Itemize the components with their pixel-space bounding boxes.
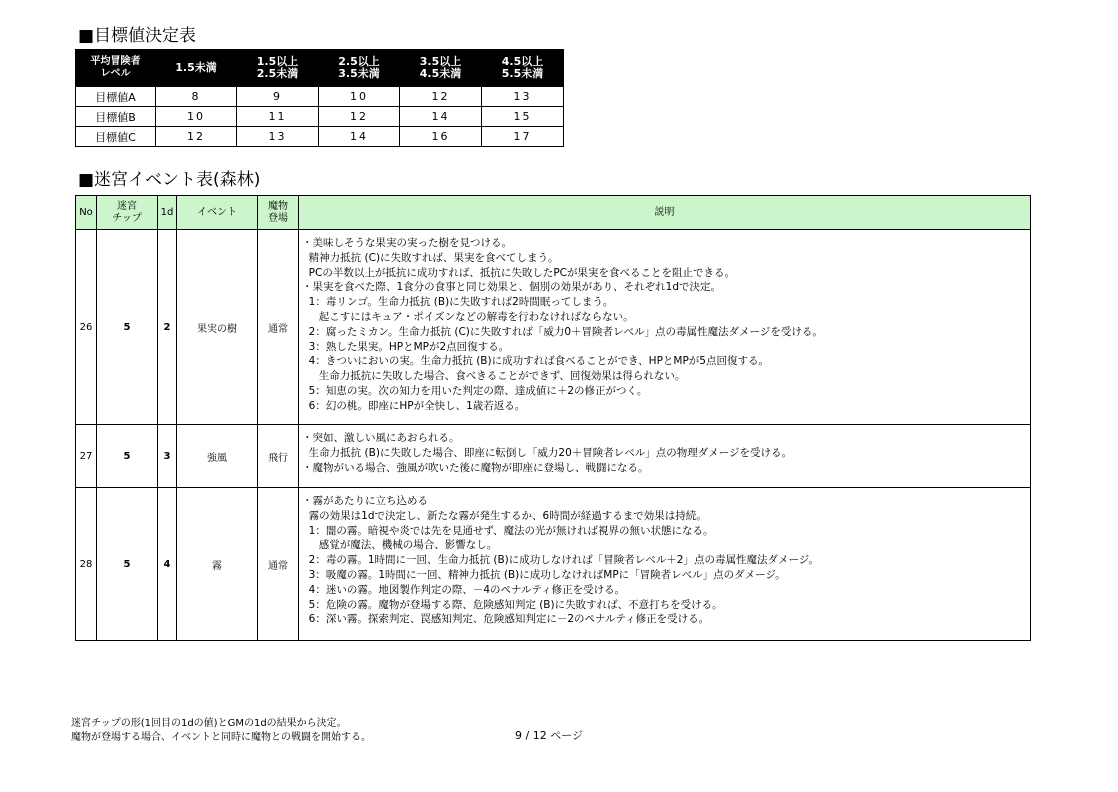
row-monster: 通常 (258, 488, 299, 641)
table-cell: 16 (400, 127, 482, 147)
event-table-title: ■迷宮イベント表(森林) (78, 170, 261, 190)
description-line: 生命力抵抗に失敗した場合、食べきることができず、回復効果は得られない。 (302, 370, 686, 383)
row-chip: 5 (97, 488, 158, 641)
table-cell: 12 (319, 107, 400, 127)
description-line: 精神力抵抗 (C)に失敗すれば、果実を食べてしまう。 (302, 251, 559, 264)
row-description (299, 425, 1031, 488)
description-line: 5：危険の霧。魔物が登場する際、危険感知判定 (B)に失敗すれば、不意打ちを受ける。 (302, 598, 723, 611)
table-cell: 13 (237, 127, 319, 147)
description-line: 3：熟した果実。HPとMPが2点回復する。 (302, 340, 510, 353)
row-event: 強風 (177, 425, 258, 488)
header-line: レベル (100, 68, 131, 79)
row-event: 果実の樹 (177, 230, 258, 425)
table-cell: 17 (482, 127, 564, 147)
table-cell: 15 (482, 107, 564, 127)
table-row (76, 87, 564, 107)
row-chip: 5 (97, 425, 158, 488)
row-die: 3 (158, 425, 177, 488)
table-cell: 13 (482, 87, 564, 107)
header-line: 登場 (268, 212, 288, 224)
header-line: 3.5以上 (419, 55, 462, 68)
description-line: 2：毒の霧。1時間に一回、生命力抵抗 (B)に成功しなければ「冒険者レベル＋2」点の毒属性魔法ダメージ。 (302, 554, 819, 567)
target-table-title: ■目標値決定表 (78, 26, 197, 46)
description-line: ・果実を食べた際、1食分の食事と同じ効果と、個別の効果があり、それぞれ1dで決定。 (302, 281, 722, 294)
header-line: 2.5未満 (256, 67, 299, 80)
row-label: 目標値B (76, 107, 156, 127)
description-line: ・魔物がいる場合、強風が吹いた後に魔物が即座に登場し、戦闘になる。 (302, 461, 649, 474)
row-monster: 通常 (258, 230, 299, 425)
row-monster: 飛行 (258, 425, 299, 488)
description-line: 3：吸魔の霧。1時間に一回、精神力抵抗 (B)に成功しなければMPに「冒険者レベル」点のダメージ。 (302, 568, 786, 581)
table-row (76, 488, 1031, 641)
header-line: 魔物 (268, 200, 288, 212)
description-line: ・突如、激しい風にあおられる。 (302, 432, 460, 444)
page-number: 9 / 12 ページ (515, 729, 583, 742)
description-line: PCの半数以上が抵抗に成功すれば、抵抗に失敗したPCが果実を食べることを阻止できる。 (302, 266, 736, 279)
description-line: 5：知恵の実。次の知力を用いた判定の際、達成値に＋2の修正がつく。 (302, 384, 648, 397)
table-cell: 12 (156, 127, 237, 147)
header-event: イベント (177, 196, 258, 230)
header-3-5-to-4-5 (400, 50, 482, 87)
row-no: 27 (76, 425, 97, 488)
row-chip: 5 (97, 230, 158, 425)
description-line: 生命力抵抗 (B)に失敗した場合、即座に転倒し「威力20＋冒険者レベル」点の物理ダメージを受ける。 (302, 446, 793, 459)
description-line: 霧の効果は1dで決定し、新たな霧が発生するか、6時間が経過するまで効果は持続。 (302, 509, 707, 522)
description-line: 2：腐ったミカン。生命力抵抗 (C)に失敗すれば「威力0＋冒険者レベル」点の毒属性魔法ダメージを受ける。 (302, 325, 823, 338)
table-cell: 11 (237, 107, 319, 127)
table-row (76, 230, 1031, 425)
description-line: ・霧があたりに立ち込める (302, 495, 428, 507)
header-2-5-to-3-5 (319, 50, 400, 87)
description-line: 4：きついにおいの実。生命力抵抗 (B)に成功すれば食べることができ、HPとMPが5点回復する。 (302, 355, 769, 368)
table-cell: 14 (319, 127, 400, 147)
header-under-1-5 (156, 50, 237, 87)
header-line: 1.5以上 (256, 55, 299, 68)
dungeon-event-table (75, 195, 1031, 641)
header-line: 4.5以上 (501, 55, 544, 68)
table-row (76, 425, 1031, 488)
row-description (299, 488, 1031, 641)
table-row (76, 107, 564, 127)
row-event: 霧 (177, 488, 258, 641)
description-line: ・美味しそうな果実の実った樹を見つける。 (302, 237, 512, 249)
header-line: 1.5未満 (175, 61, 217, 74)
target-value-table (75, 49, 564, 147)
row-label: 目標値C (76, 127, 156, 147)
header-1-5-to-2-5 (237, 50, 319, 87)
event-table-header-row (76, 196, 1031, 230)
footer-note-2: 魔物が登場する場合、イベントと同時に魔物との戦闘を開始する。 (71, 732, 371, 743)
header-4-5-to-5-5 (482, 50, 564, 87)
description-line: 6：深い霧。探索判定、罠感知判定、危険感知判定に－2のペナルティ修正を受ける。 (302, 613, 710, 626)
header-line: 4.5未満 (419, 67, 462, 80)
row-die: 4 (158, 488, 177, 641)
header-line: 2.5以上 (338, 55, 380, 68)
table-cell: 10 (319, 87, 400, 107)
header-line: 迷宮 (117, 200, 137, 212)
table-row (76, 127, 564, 147)
description-line: 起こすにはキュア・ポイズンなどの解毒を行わなければならない。 (302, 310, 634, 323)
description-line: 感覚が魔法、機械の場合、影響なし。 (302, 539, 498, 552)
table-cell: 12 (400, 87, 482, 107)
header-chip (97, 196, 158, 230)
row-die: 2 (158, 230, 177, 425)
header-description: 説明 (299, 196, 1031, 230)
table-cell: 10 (156, 107, 237, 127)
header-monster (258, 196, 299, 230)
header-no: No (76, 196, 97, 230)
table-cell: 14 (400, 107, 482, 127)
header-die: 1d (158, 196, 177, 230)
description-line: 6：幻の桃。即座にHPが全快し、1歳若返る。 (302, 399, 526, 412)
header-line: 3.5未満 (338, 67, 380, 80)
row-no: 26 (76, 230, 97, 425)
description-line: 1：毒リンゴ。生命力抵抗 (B)に失敗すれば2時間眠ってしまう。 (302, 296, 614, 309)
target-table-header-row (76, 50, 564, 87)
table-cell: 9 (237, 87, 319, 107)
row-description (299, 230, 1031, 425)
description-line: 4：迷いの霧。地図製作判定の際、－4のペナルティ修正を受ける。 (302, 583, 626, 596)
description-line: 1：闇の霧。暗視や炎では先を見通せず、魔法の光が無ければ視界の無い状態になる。 (302, 524, 714, 537)
table-cell: 8 (156, 87, 237, 107)
header-avg-level (76, 50, 156, 87)
row-label: 目標値A (76, 87, 156, 107)
header-line: チップ (112, 212, 142, 224)
header-line: 5.5未満 (501, 67, 544, 80)
header-line: 平均冒険者 (90, 56, 141, 67)
footer-note-1: 迷宮チップの形(1回目の1dの値)とGMの1dの結果から決定。 (71, 718, 347, 729)
row-no: 28 (76, 488, 97, 641)
